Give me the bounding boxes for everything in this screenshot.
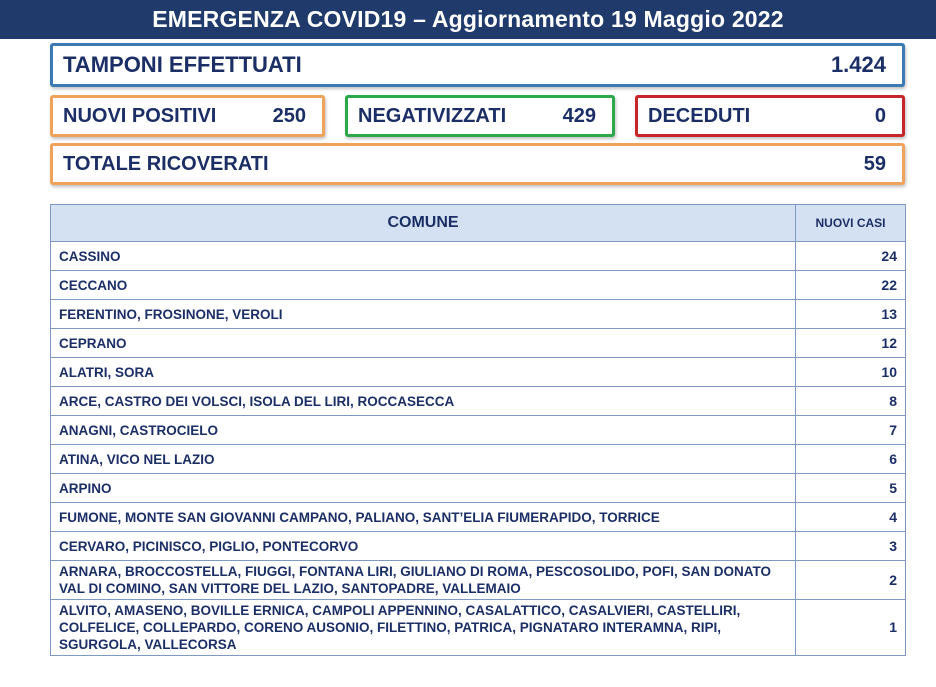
column-header-nuovi-casi: NUOVI CASI	[796, 205, 906, 242]
comuni-table	[50, 204, 906, 656]
casi-cell: 24	[796, 242, 906, 271]
table-row	[51, 358, 906, 387]
casi-cell: 10	[796, 358, 906, 387]
casi-cell: 22	[796, 271, 906, 300]
casi-cell: 4	[796, 503, 906, 532]
comune-cell: CASSINO	[51, 242, 796, 271]
comune-cell: CECCANO	[51, 271, 796, 300]
comune-cell: ALATRI, SORA	[51, 358, 796, 387]
table-row	[51, 474, 906, 503]
table-row	[51, 416, 906, 445]
casi-cell: 1	[796, 600, 906, 656]
nuovi-positivi-label: NUOVI POSITIVI	[63, 104, 217, 127]
casi-cell: 6	[796, 445, 906, 474]
tamponi-label: TAMPONI EFFETTUATI	[63, 52, 302, 77]
comune-cell: CERVARO, PICINISCO, PIGLIO, PONTECORVO	[51, 532, 796, 561]
deceduti-label: DECEDUTI	[648, 104, 751, 127]
table-row	[51, 561, 906, 600]
ricoverati-box	[50, 143, 905, 185]
table-row	[51, 387, 906, 416]
casi-cell: 5	[796, 474, 906, 503]
comune-cell: ARPINO	[51, 474, 796, 503]
table-row	[51, 300, 906, 329]
table-row	[51, 600, 906, 656]
comune-cell: ATINA, VICO NEL LAZIO	[51, 445, 796, 474]
casi-cell: 13	[796, 300, 906, 329]
table-row	[51, 532, 906, 561]
comune-cell: CEPRANO	[51, 329, 796, 358]
table-header-row	[51, 205, 906, 242]
table-row	[51, 329, 906, 358]
negativizzati-value: 429	[562, 104, 596, 127]
comune-cell: ARCE, CASTRO DEI VOLSCI, ISOLA DEL LIRI, ROCCASECCA	[51, 387, 796, 416]
ricoverati-label: TOTALE RICOVERATI	[63, 152, 269, 175]
comune-cell: ARNARA, BROCCOSTELLA, FIUGGI, FONTANA LIRI, GIULIANO DI ROMA, PESCOSOLIDO, POFI, SAN DONATO VAL DI COMINO, SAN VITTORE DEL LAZIO, SANTOPADRE, VALLEMAIO	[51, 561, 796, 600]
tamponi-box	[50, 43, 905, 87]
casi-cell: 12	[796, 329, 906, 358]
comune-cell: ALVITO, AMASENO, BOVILLE ERNICA, CAMPOLI APPENNINO, CASALATTICO, CASALVIERI, CASTELLIRI, COLFELICE, COLLEPARDO, CORENO AUSONIO, FILETTINO, PATRICA, PIGNATARO INTERAMNA, RIPI, SGURGOLA, VALLECORSA	[51, 600, 796, 656]
deceduti-box	[635, 95, 905, 137]
comune-cell: FUMONE, MONTE SAN GIOVANNI CAMPANO, PALIANO, SANT’ELIA FIUMERAPIDO, TORRICE	[51, 503, 796, 532]
tamponi-value: 1.424	[830, 52, 886, 77]
comune-cell: ANAGNI, CASTROCIELO	[51, 416, 796, 445]
table-row	[51, 445, 906, 474]
casi-cell: 7	[796, 416, 906, 445]
casi-cell: 3	[796, 532, 906, 561]
ricoverati-value: 59	[863, 152, 886, 175]
table-row	[51, 271, 906, 300]
casi-cell: 2	[796, 561, 906, 600]
comune-cell: FERENTINO, FROSINONE, VEROLI	[51, 300, 796, 329]
page-title: EMERGENZA COVID19 – Aggiornamento 19 Maggio 2022	[0, 0, 936, 39]
casi-cell: 8	[796, 387, 906, 416]
nuovi-positivi-value: 250	[272, 104, 306, 127]
negativizzati-label: NEGATIVIZZATI	[358, 104, 507, 127]
deceduti-value: 0	[874, 104, 886, 127]
table-row	[51, 503, 906, 532]
table-row	[51, 242, 906, 271]
nuovi-positivi-box	[50, 95, 325, 137]
negativizzati-box	[345, 95, 615, 137]
column-header-comune: COMUNE	[51, 205, 796, 242]
